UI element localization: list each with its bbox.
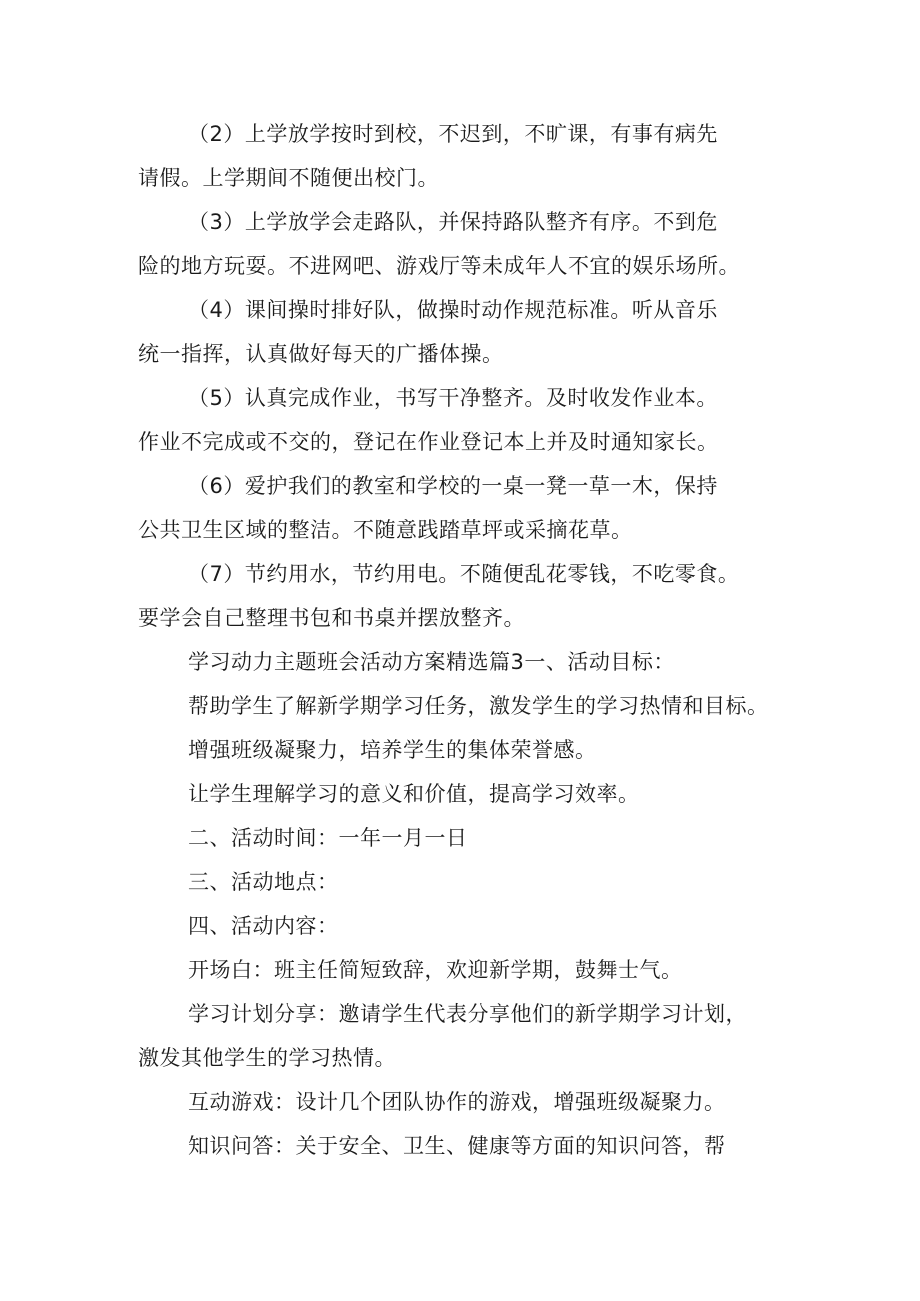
text-line: （4）课间操时排好队，做操时动作规范标准。听从音乐 bbox=[188, 298, 718, 322]
text-line: 请假。上学期间不随便出校门。 bbox=[138, 166, 439, 190]
text-line: 知识问答：关于安全、卫生、健康等方面的知识问答，帮 bbox=[188, 1134, 726, 1158]
text-line: 让学生理解学习的意义和价值，提高学习效率。 bbox=[188, 782, 640, 806]
text-line: 二、活动时间：一年一月一日 bbox=[188, 826, 468, 850]
text-line: 统一指挥，认真做好每天的广播体操。 bbox=[138, 342, 504, 366]
text-line: 帮助学生了解新学期学习任务，激发学生的学习热情和目标。 bbox=[188, 694, 769, 718]
text-line: （2）上学放学按时到校，不迟到，不旷课，有事有病先 bbox=[188, 122, 718, 146]
text-line: 增强班级凝聚力，培养学生的集体荣誉感。 bbox=[188, 738, 597, 762]
text-line: 开场白：班主任简短致辞，欢迎新学期，鼓舞士气。 bbox=[188, 958, 683, 982]
text-line: 险的地方玩耍。不进网吧、游戏厅等未成年人不宜的娱乐场所。 bbox=[138, 254, 740, 278]
text-line: 要学会自己整理书包和书桌并摆放整齐。 bbox=[138, 606, 525, 630]
text-line: 三、活动地点： bbox=[188, 870, 339, 894]
text-line: 激发其他学生的学习热情。 bbox=[138, 1046, 396, 1070]
text-line: （3）上学放学会走路队，并保持路队整齐有序。不到危 bbox=[188, 210, 718, 234]
text-line: 四、活动内容： bbox=[188, 914, 339, 938]
text-line: （6）爱护我们的教室和学校的一桌一凳一草一木，保持 bbox=[188, 474, 718, 498]
text-line: 作业不完成或不交的，登记在作业登记本上并及时通知家长。 bbox=[138, 430, 719, 454]
text-line: 公共卫生区域的整洁。不随意践踏草坪或采摘花草。 bbox=[138, 518, 633, 542]
text-line: （5）认真完成作业，书写干净整齐。及时收发作业本。 bbox=[188, 386, 718, 410]
text-line: 互动游戏：设计几个团队协作的游戏，增强班级凝聚力。 bbox=[188, 1090, 726, 1114]
section-heading: 学习动力主题班会活动方案精选篇3一、活动目标： bbox=[188, 650, 675, 674]
text-line: （7）节约用水，节约用电。不随便乱花零钱，不吃零食。 bbox=[188, 562, 740, 586]
text-line: 学习计划分享：邀请学生代表分享他们的新学期学习计划， bbox=[188, 1002, 747, 1026]
